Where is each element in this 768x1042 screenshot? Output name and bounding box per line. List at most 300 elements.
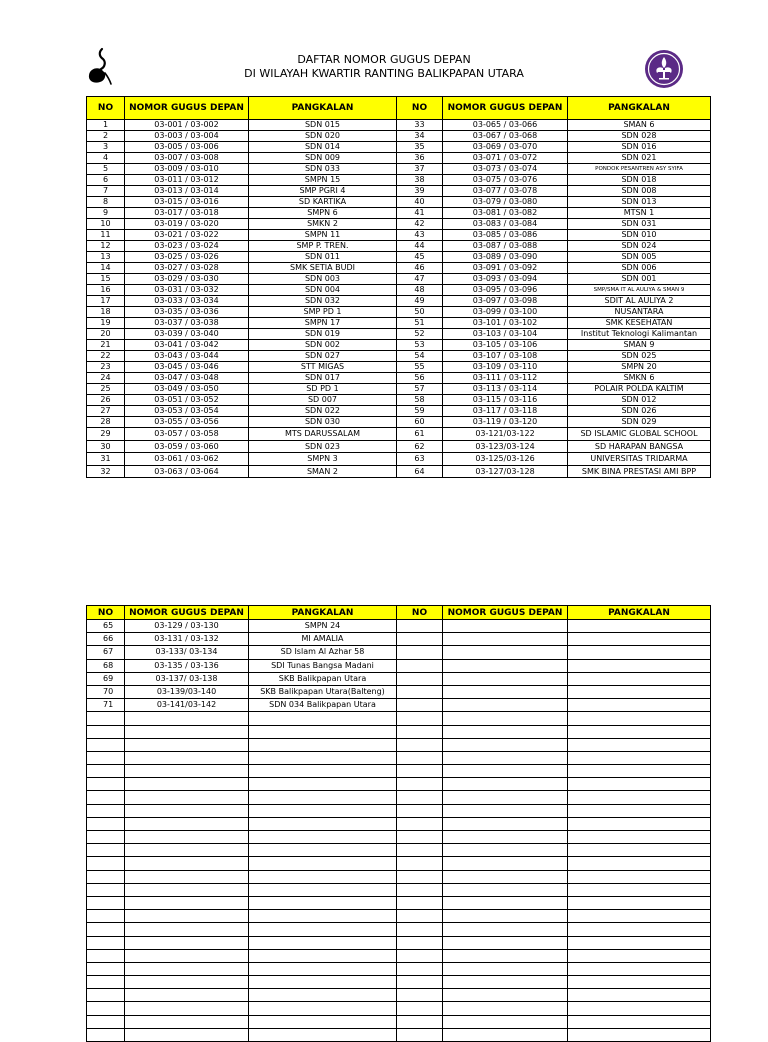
empty-cell xyxy=(87,712,125,725)
table-row xyxy=(87,351,711,362)
empty-cell xyxy=(87,962,125,975)
cell-no: 26 xyxy=(87,395,125,406)
empty-cell xyxy=(249,857,397,870)
table-row xyxy=(87,453,711,466)
cell-nomor-gugus-depan: 03-129 / 03-130 xyxy=(125,620,249,633)
cell-no: 27 xyxy=(87,406,125,417)
cell-nomor-gugus-depan: 03-063 / 03-064 xyxy=(125,465,249,478)
cell-nomor-gugus-depan: 03-061 / 03-062 xyxy=(125,453,249,466)
table-row xyxy=(87,274,711,285)
empty-table-row xyxy=(87,870,711,883)
cell-no: 47 xyxy=(397,274,443,285)
empty-cell xyxy=(568,712,711,725)
empty-table-row xyxy=(87,791,711,804)
cell-no: 65 xyxy=(87,620,125,633)
cell-pangkalan: SDN 020 xyxy=(249,131,397,142)
empty-cell xyxy=(443,936,568,949)
empty-table-row xyxy=(87,896,711,909)
cell-pangkalan: PONDOK PESANTREN ASY SYIFA xyxy=(568,164,711,175)
empty-table-row xyxy=(87,831,711,844)
empty-cell xyxy=(568,844,711,857)
empty-cell xyxy=(125,962,249,975)
cell-nomor-gugus-depan: 03-087 / 03-088 xyxy=(443,241,568,252)
table-row xyxy=(87,263,711,274)
cell-no: 34 xyxy=(397,131,443,142)
empty-table-row xyxy=(87,1028,711,1041)
table-row xyxy=(87,428,711,441)
cell-pangkalan: SDN 011 xyxy=(249,252,397,263)
cell-nomor-gugus-depan: 03-099 / 03-100 xyxy=(443,307,568,318)
header-nomor-gugus-depan: NOMOR GUGUS DEPAN xyxy=(125,97,249,120)
empty-cell xyxy=(568,910,711,923)
empty-cell xyxy=(443,949,568,962)
cell-nomor-gugus-depan: 03-113 / 03-114 xyxy=(443,384,568,395)
cell-no: 6 xyxy=(87,175,125,186)
empty-cell xyxy=(125,765,249,778)
cell-nomor-gugus-depan: 03-011 / 03-012 xyxy=(125,175,249,186)
cell-nomor-gugus-depan: 03-003 / 03-004 xyxy=(125,131,249,142)
empty-cell xyxy=(443,1002,568,1015)
cell-pangkalan: SMPN 3 xyxy=(249,453,397,466)
cell-no: 57 xyxy=(397,384,443,395)
table-row xyxy=(87,633,711,646)
empty-table-row xyxy=(87,989,711,1002)
empty-cell xyxy=(443,804,568,817)
cell-pangkalan: SMPN 15 xyxy=(249,175,397,186)
cell-no: 33 xyxy=(397,120,443,131)
cell-nomor-gugus-depan: 03-103 / 03-104 xyxy=(443,329,568,340)
empty-cell xyxy=(125,1028,249,1041)
empty-cell xyxy=(443,989,568,1002)
empty-cell xyxy=(397,962,443,975)
cell-pangkalan: SDN 021 xyxy=(568,153,711,164)
cell-pangkalan: SDN 014 xyxy=(249,142,397,153)
empty-cell xyxy=(568,936,711,949)
cell-nomor-gugus-depan: 03-023 / 03-024 xyxy=(125,241,249,252)
empty-table-row xyxy=(87,1002,711,1015)
empty-cell xyxy=(87,1015,125,1028)
empty-cell xyxy=(568,857,711,870)
table-row xyxy=(87,164,711,175)
empty-cell xyxy=(87,778,125,791)
cell-no: 52 xyxy=(397,329,443,340)
empty-cell xyxy=(249,883,397,896)
empty-cell xyxy=(249,765,397,778)
cell-pangkalan: SDN 010 xyxy=(568,230,711,241)
cell-pangkalan xyxy=(568,646,711,659)
empty-cell xyxy=(249,989,397,1002)
empty-cell xyxy=(443,1028,568,1041)
empty-cell xyxy=(87,791,125,804)
cell-nomor-gugus-depan: 03-121/03-122 xyxy=(443,428,568,441)
cell-pangkalan: MTS DARUSSALAM xyxy=(249,428,397,441)
empty-table-row xyxy=(87,778,711,791)
cell-no: 45 xyxy=(397,252,443,263)
table-row xyxy=(87,465,711,478)
cell-no: 44 xyxy=(397,241,443,252)
empty-cell xyxy=(249,1015,397,1028)
cell-nomor-gugus-depan: 03-115 / 03-116 xyxy=(443,395,568,406)
empty-cell xyxy=(568,725,711,738)
empty-cell xyxy=(125,1002,249,1015)
cell-nomor-gugus-depan: 03-055 / 03-056 xyxy=(125,417,249,428)
empty-cell xyxy=(249,923,397,936)
table-row xyxy=(87,296,711,307)
empty-cell xyxy=(125,910,249,923)
empty-cell xyxy=(125,791,249,804)
table-row xyxy=(87,373,711,384)
empty-cell xyxy=(125,976,249,989)
empty-cell xyxy=(125,1015,249,1028)
cell-no: 58 xyxy=(397,395,443,406)
empty-cell xyxy=(87,751,125,764)
cell-pangkalan: SDN 030 xyxy=(249,417,397,428)
empty-cell xyxy=(125,712,249,725)
empty-cell xyxy=(568,976,711,989)
table-row xyxy=(87,620,711,633)
cell-no: 67 xyxy=(87,646,125,659)
empty-cell xyxy=(568,791,711,804)
cell-no: 8 xyxy=(87,197,125,208)
table-row xyxy=(87,406,711,417)
cell-pangkalan: MI AMALIA xyxy=(249,633,397,646)
empty-cell xyxy=(249,778,397,791)
empty-cell xyxy=(125,844,249,857)
empty-cell xyxy=(125,870,249,883)
empty-cell xyxy=(125,725,249,738)
cell-pangkalan: SDN 009 xyxy=(249,153,397,164)
cell-nomor-gugus-depan: 03-051 / 03-052 xyxy=(125,395,249,406)
empty-cell xyxy=(87,989,125,1002)
cell-no: 3 xyxy=(87,142,125,153)
cell-no: 60 xyxy=(397,417,443,428)
header-pangkalan: PANGKALAN xyxy=(249,97,397,120)
cell-no xyxy=(397,646,443,659)
cell-pangkalan: SDN 024 xyxy=(568,241,711,252)
cell-pangkalan: SMK SETIA BUDI xyxy=(249,263,397,274)
empty-table-row xyxy=(87,751,711,764)
cell-pangkalan: STT MIGAS xyxy=(249,362,397,373)
cell-no: 2 xyxy=(87,131,125,142)
cell-pangkalan: SMP P. TREN. xyxy=(249,241,397,252)
cell-pangkalan: SMK BINA PRESTASI AMI BPP xyxy=(568,465,711,478)
cell-pangkalan: SKB Balikpapan Utara xyxy=(249,672,397,685)
header-nomor-gugus-depan: NOMOR GUGUS DEPAN xyxy=(443,97,568,120)
cell-pangkalan: SDN 022 xyxy=(249,406,397,417)
cell-nomor-gugus-depan: 03-091 / 03-092 xyxy=(443,263,568,274)
empty-table-row xyxy=(87,844,711,857)
cell-nomor-gugus-depan: 03-073 / 03-074 xyxy=(443,164,568,175)
empty-cell xyxy=(87,910,125,923)
table-row xyxy=(87,142,711,153)
cell-no xyxy=(397,672,443,685)
cell-pangkalan: SD PD 1 xyxy=(249,384,397,395)
empty-cell xyxy=(125,817,249,830)
cell-nomor-gugus-depan: 03-089 / 03-090 xyxy=(443,252,568,263)
cell-no: 53 xyxy=(397,340,443,351)
gugus-depan-table-2 xyxy=(86,605,711,1042)
empty-cell xyxy=(568,804,711,817)
cell-nomor-gugus-depan: 03-085 / 03-086 xyxy=(443,230,568,241)
empty-cell xyxy=(443,712,568,725)
cell-nomor-gugus-depan: 03-045 / 03-046 xyxy=(125,362,249,373)
empty-cell xyxy=(397,791,443,804)
table-row xyxy=(87,241,711,252)
empty-table-row xyxy=(87,725,711,738)
empty-cell xyxy=(249,1002,397,1015)
empty-cell xyxy=(87,923,125,936)
cell-pangkalan: NUSANTARA xyxy=(568,307,711,318)
cell-nomor-gugus-depan: 03-083 / 03-084 xyxy=(443,219,568,230)
empty-table-row xyxy=(87,976,711,989)
table-row xyxy=(87,175,711,186)
cell-no: 7 xyxy=(87,186,125,197)
cell-nomor-gugus-depan: 03-039 / 03-040 xyxy=(125,329,249,340)
cell-nomor-gugus-depan: 03-077 / 03-078 xyxy=(443,186,568,197)
cell-nomor-gugus-depan: 03-107 / 03-108 xyxy=(443,351,568,362)
empty-cell xyxy=(87,883,125,896)
cell-pangkalan: SDN 025 xyxy=(568,351,711,362)
empty-cell xyxy=(125,857,249,870)
empty-cell xyxy=(87,949,125,962)
empty-cell xyxy=(397,725,443,738)
header-nomor-gugus-depan: NOMOR GUGUS DEPAN xyxy=(125,606,249,620)
cell-nomor-gugus-depan xyxy=(443,672,568,685)
cell-no xyxy=(397,620,443,633)
cell-no: 61 xyxy=(397,428,443,441)
empty-cell xyxy=(249,844,397,857)
cell-nomor-gugus-depan: 03-141/03-142 xyxy=(125,699,249,712)
cell-pangkalan: SDN 016 xyxy=(568,142,711,153)
empty-cell xyxy=(125,936,249,949)
header-no: NO xyxy=(397,97,443,120)
cell-nomor-gugus-depan: 03-053 / 03-054 xyxy=(125,406,249,417)
empty-cell xyxy=(87,765,125,778)
table-row xyxy=(87,153,711,164)
empty-cell xyxy=(397,738,443,751)
cell-nomor-gugus-depan xyxy=(443,633,568,646)
header-pangkalan: PANGKALAN xyxy=(568,97,711,120)
empty-cell xyxy=(397,896,443,909)
cell-pangkalan: SMKN 2 xyxy=(249,219,397,230)
cell-no: 23 xyxy=(87,362,125,373)
cell-nomor-gugus-depan: 03-131 / 03-132 xyxy=(125,633,249,646)
empty-cell xyxy=(568,1015,711,1028)
cell-no: 21 xyxy=(87,340,125,351)
cell-pangkalan: SMK KESEHATAN xyxy=(568,318,711,329)
cell-nomor-gugus-depan: 03-125/03-126 xyxy=(443,453,568,466)
empty-cell xyxy=(568,1028,711,1041)
cell-nomor-gugus-depan: 03-069 / 03-070 xyxy=(443,142,568,153)
empty-cell xyxy=(87,857,125,870)
cell-nomor-gugus-depan: 03-071 / 03-072 xyxy=(443,153,568,164)
cell-nomor-gugus-depan: 03-097 / 03-098 xyxy=(443,296,568,307)
empty-cell xyxy=(443,817,568,830)
cell-nomor-gugus-depan: 03-001 / 03-002 xyxy=(125,120,249,131)
cell-nomor-gugus-depan xyxy=(443,659,568,672)
cell-pangkalan: SDN 019 xyxy=(249,329,397,340)
cell-pangkalan: SD ISLAMIC GLOBAL SCHOOL xyxy=(568,428,711,441)
cell-no: 25 xyxy=(87,384,125,395)
empty-cell xyxy=(125,883,249,896)
cell-pangkalan: SMAN 9 xyxy=(568,340,711,351)
empty-cell xyxy=(568,738,711,751)
empty-cell xyxy=(87,831,125,844)
empty-cell xyxy=(443,844,568,857)
empty-cell xyxy=(568,989,711,1002)
table-row xyxy=(87,197,711,208)
cell-no: 46 xyxy=(397,263,443,274)
cell-no: 51 xyxy=(397,318,443,329)
cell-nomor-gugus-depan xyxy=(443,620,568,633)
empty-cell xyxy=(443,857,568,870)
empty-cell xyxy=(397,883,443,896)
cell-no: 64 xyxy=(397,465,443,478)
empty-cell xyxy=(568,962,711,975)
cell-nomor-gugus-depan: 03-031 / 03-032 xyxy=(125,285,249,296)
cell-nomor-gugus-depan: 03-075 / 03-076 xyxy=(443,175,568,186)
cell-nomor-gugus-depan: 03-017 / 03-018 xyxy=(125,208,249,219)
table-row xyxy=(87,646,711,659)
empty-cell xyxy=(397,831,443,844)
empty-cell xyxy=(249,831,397,844)
cell-pangkalan: SDN 031 xyxy=(568,219,711,230)
empty-cell xyxy=(87,725,125,738)
empty-table-row xyxy=(87,804,711,817)
cell-nomor-gugus-depan: 03-139/03-140 xyxy=(125,685,249,698)
empty-cell xyxy=(249,976,397,989)
cell-nomor-gugus-depan: 03-127/03-128 xyxy=(443,465,568,478)
empty-cell xyxy=(87,976,125,989)
cell-nomor-gugus-depan: 03-043 / 03-044 xyxy=(125,351,249,362)
table-row xyxy=(87,659,711,672)
empty-cell xyxy=(443,896,568,909)
empty-cell xyxy=(568,831,711,844)
cell-pangkalan: SDN 013 xyxy=(568,197,711,208)
cell-no: 55 xyxy=(397,362,443,373)
cell-pangkalan: SDN 015 xyxy=(249,120,397,131)
cell-no: 69 xyxy=(87,672,125,685)
empty-cell xyxy=(397,989,443,1002)
cell-nomor-gugus-depan: 03-033 / 03-034 xyxy=(125,296,249,307)
empty-table-row xyxy=(87,923,711,936)
cell-pangkalan: SDN 004 xyxy=(249,285,397,296)
cell-nomor-gugus-depan: 03-079 / 03-080 xyxy=(443,197,568,208)
cell-nomor-gugus-depan: 03-015 / 03-016 xyxy=(125,197,249,208)
cell-pangkalan xyxy=(568,620,711,633)
cell-pangkalan: SD KARTIKA xyxy=(249,197,397,208)
empty-cell xyxy=(568,896,711,909)
cell-pangkalan xyxy=(568,659,711,672)
cell-nomor-gugus-depan: 03-019 / 03-020 xyxy=(125,219,249,230)
table-row xyxy=(87,120,711,131)
cell-pangkalan: SDN 018 xyxy=(568,175,711,186)
cell-pangkalan: Institut Teknologi Kalimantan xyxy=(568,329,711,340)
cell-pangkalan: SDN 006 xyxy=(568,263,711,274)
cell-no xyxy=(397,659,443,672)
empty-cell xyxy=(249,949,397,962)
empty-cell xyxy=(443,791,568,804)
empty-cell xyxy=(568,923,711,936)
table-row xyxy=(87,208,711,219)
empty-cell xyxy=(397,804,443,817)
cell-no xyxy=(397,699,443,712)
cell-no: 49 xyxy=(397,296,443,307)
table-header-row xyxy=(87,606,711,620)
cell-no: 24 xyxy=(87,373,125,384)
page-title: DAFTAR NOMOR GUGUS DEPAN xyxy=(297,53,471,66)
empty-cell xyxy=(249,936,397,949)
cell-no: 15 xyxy=(87,274,125,285)
cell-no: 17 xyxy=(87,296,125,307)
empty-cell xyxy=(397,844,443,857)
empty-table-row xyxy=(87,962,711,975)
cell-nomor-gugus-depan: 03-029 / 03-030 xyxy=(125,274,249,285)
empty-table-row xyxy=(87,857,711,870)
cell-no: 22 xyxy=(87,351,125,362)
cell-no: 11 xyxy=(87,230,125,241)
empty-cell xyxy=(125,949,249,962)
empty-cell xyxy=(125,778,249,791)
cell-no: 37 xyxy=(397,164,443,175)
header-no: NO xyxy=(87,606,125,620)
table-row xyxy=(87,362,711,373)
cell-pangkalan: SMPN 20 xyxy=(568,362,711,373)
cell-no: 9 xyxy=(87,208,125,219)
table-row xyxy=(87,417,711,428)
cell-no: 20 xyxy=(87,329,125,340)
cell-pangkalan: MTSN 1 xyxy=(568,208,711,219)
empty-table-row xyxy=(87,765,711,778)
empty-cell xyxy=(125,751,249,764)
empty-cell xyxy=(249,896,397,909)
cell-pangkalan: SDN 001 xyxy=(568,274,711,285)
table-row xyxy=(87,384,711,395)
cell-pangkalan: SMAN 2 xyxy=(249,465,397,478)
empty-cell xyxy=(397,923,443,936)
empty-cell xyxy=(87,1028,125,1041)
empty-cell xyxy=(397,1002,443,1015)
cell-no: 62 xyxy=(397,440,443,453)
cell-no: 18 xyxy=(87,307,125,318)
empty-cell xyxy=(125,923,249,936)
cell-pangkalan: SDN 017 xyxy=(249,373,397,384)
cell-no: 71 xyxy=(87,699,125,712)
cell-pangkalan: SDN 034 Balikpapan Utara xyxy=(249,699,397,712)
empty-cell xyxy=(249,1028,397,1041)
empty-cell xyxy=(249,751,397,764)
empty-cell xyxy=(397,817,443,830)
cell-no: 32 xyxy=(87,465,125,478)
empty-cell xyxy=(397,1028,443,1041)
empty-cell xyxy=(87,936,125,949)
table-row xyxy=(87,672,711,685)
table-row xyxy=(87,395,711,406)
empty-cell xyxy=(568,1002,711,1015)
cell-pangkalan xyxy=(568,685,711,698)
empty-cell xyxy=(249,817,397,830)
table-row xyxy=(87,285,711,296)
empty-cell xyxy=(249,725,397,738)
cell-no: 1 xyxy=(87,120,125,131)
empty-cell xyxy=(443,1015,568,1028)
page-subtitle: DI WILAYAH KWARTIR RANTING BALIKPAPAN UTARA xyxy=(244,67,524,80)
empty-cell xyxy=(249,791,397,804)
cell-nomor-gugus-depan: 03-041 / 03-042 xyxy=(125,340,249,351)
table-row xyxy=(87,699,711,712)
empty-cell xyxy=(249,738,397,751)
empty-cell xyxy=(249,712,397,725)
